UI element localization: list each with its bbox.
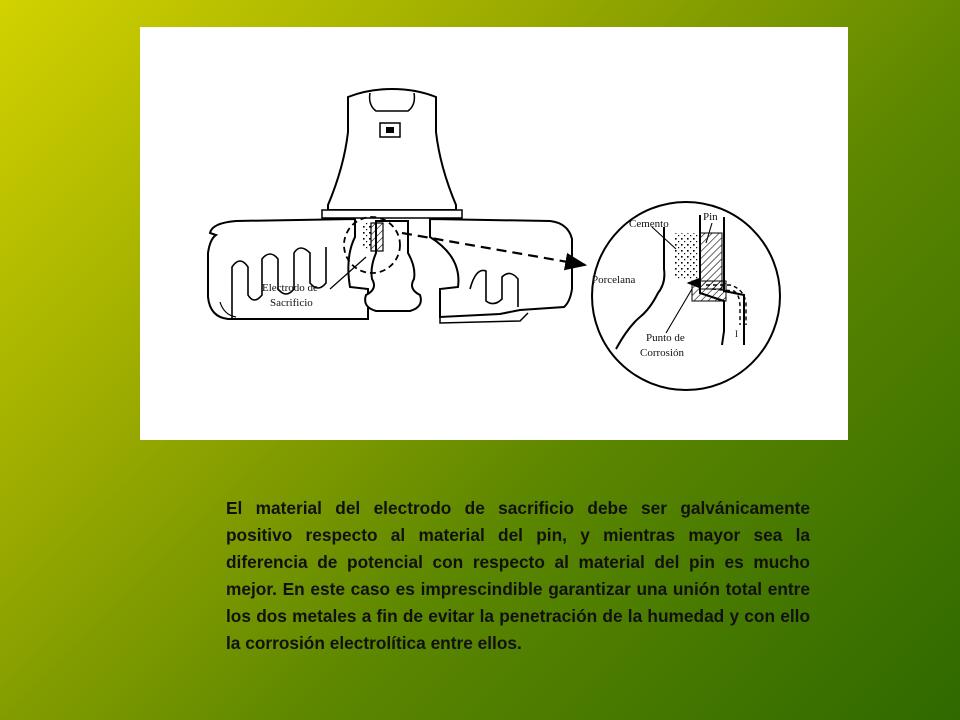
porcelain-label: Porcelana (592, 274, 636, 286)
corrosion-label-1: Punto de (646, 332, 685, 344)
caption-text: El material del electrodo de sacrificio debe ser galvánicamente positivo respecto al material del pin, y mientras mayor sea la diferencia de potencial con respecto al material del pin es mucho mejor. En este caso es imprescindible garantizar una unión total entre los dos metales a fin de evitar la penetración de la humedad y con ello la corrosión electrolítica entre ellos. (226, 498, 810, 653)
corrosion-label-2: Corrosión (640, 347, 684, 359)
insulator-drawing (140, 27, 848, 440)
insulator-cap (322, 89, 462, 218)
electrode-label-1: Electrodo de (262, 282, 318, 294)
insulator-diagram (140, 27, 848, 440)
electrode-label-2: Sacrificio (270, 297, 313, 309)
detail-circle (592, 202, 780, 390)
cement-label: Cemento (629, 218, 669, 230)
sacrificial-electrode (371, 223, 383, 251)
pin-label: Pin (703, 211, 718, 223)
small-mark: I (735, 329, 738, 339)
